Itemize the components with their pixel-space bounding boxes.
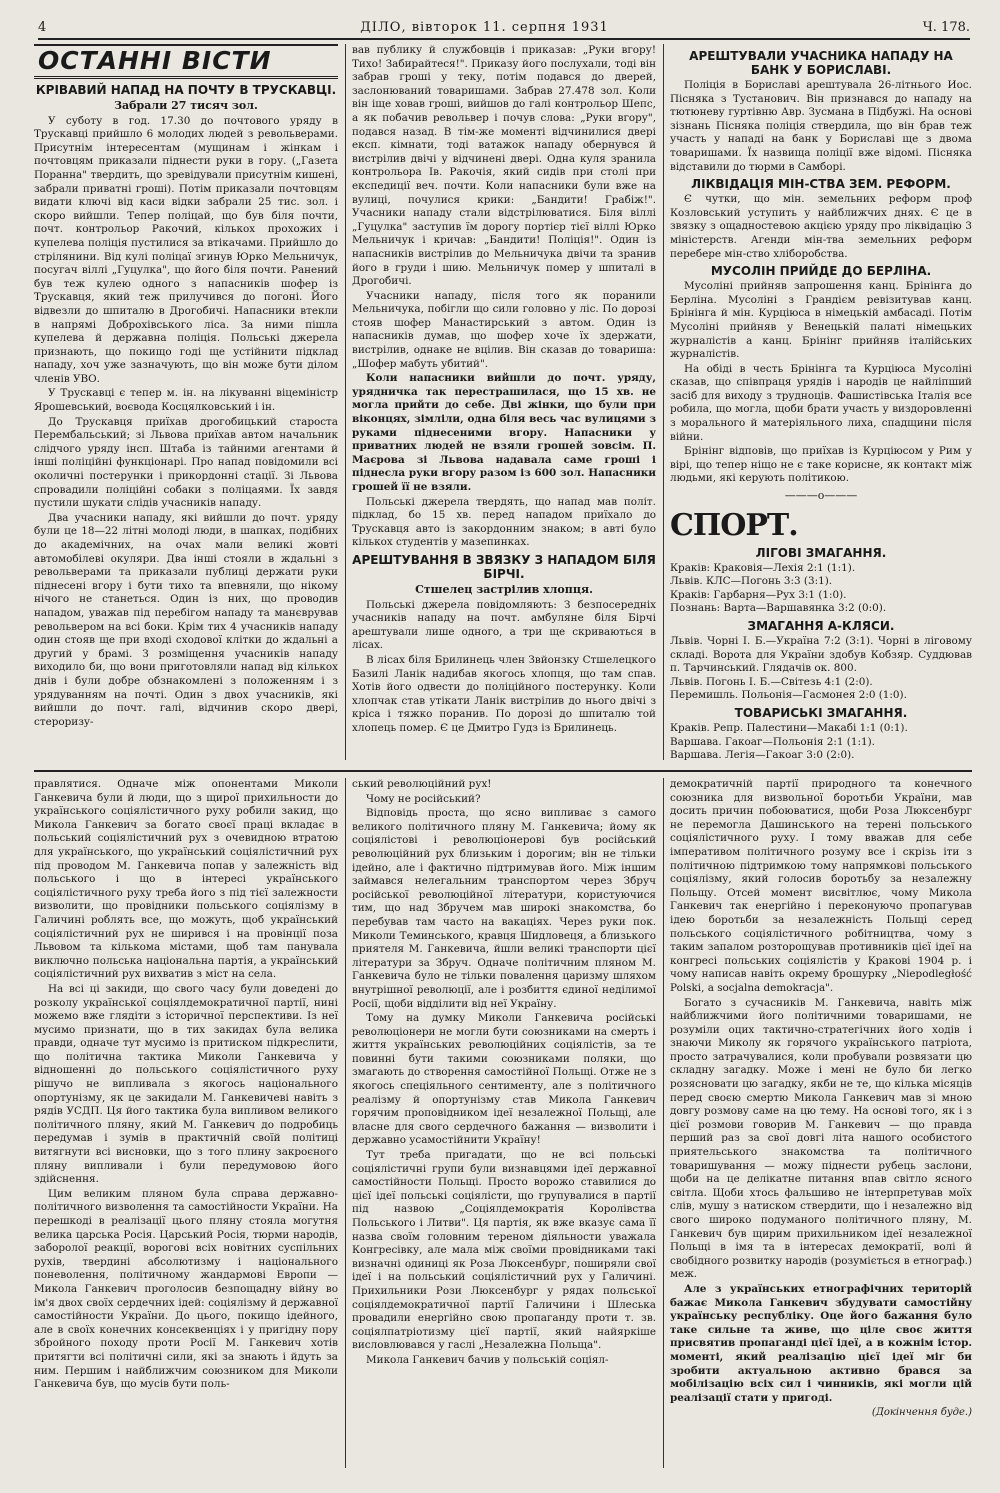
headline-birch: АРЕШТУВАННЯ В ЗВЯЗКУ З НАПАДОМ БІЛЯ БІРЧІ. bbox=[352, 552, 656, 581]
article-paragraph: У суботу в год. 17.30 до почтового уряду в Трускавці прийшло 6 молодих людей з револьверами. Присутнім інтересентам (мущинам і жінкам і почтовцям приказали піднести руки в гору. („Газета Поранна" твердить, що зревідували присутнім кишені, забрали приватні гроші). Потім приказали почтовцям видати ключі від каси відки забрали 25 тис. зол. і скоро вийшли. Тепер поліцай, що був біля почти, почт. контрольор Ракочий, кількох прохожих і купелева поліція пустилися за втікачами. Прийшло до стрілянини. Від кулі поліцаї згинув Юрко Мельничук, посугач віллі „Гуцулка", що його біля почти. Ранений був теж кулею одного з напасників шофер із Трускавця, який теж прилучився до погоні. Його відвезли до шпиталю в Дрогобичі. Напасники втекли в напрямі Доброхівського ліса. За ними пішла купелева й державна поліція. Польські джерела признають, що покищо годі ще устійнити підклад нападу, хоч уже зазначують, що він може бути ділом членів УВО. bbox=[34, 114, 338, 385]
article-paragraph: Микола Ганкевич бачив у польській соціял- bbox=[366, 1353, 609, 1366]
article-paragraph: демократичній партії природного та конечного союзника для визвольної боротьби України, мав досить причин побоюватися, щоби Роза Люксенбург не перемогла Дашинського на терені польського соціялістичного руху. І тому вважав для себе імперативом політичного розуму все і скрізь іти з політичною підтримкою тому напрямкові польського соціялізму, який голосив боротьбу за незалежну Польщу. Отсей момент висвітлює, чому Микола Ганкевич так енергійно і переконуючо пропагував ідею боротьби за незалежність Польщі серед польського соціялістичного робітництва, чому з таким запалом розторощував противників цієї ідеї на конгресі польських соціялістів у Кракові 1904 р. і чому написав навіть окрему брошурку „Niepodległość Polski, a socjalna demokracja". bbox=[670, 778, 972, 994]
article-paragraph: Брінінг відповів, що приїхав із Курціюсом у Рим у вірі, що тепер ніщо не є таке корисне, як контакт між людьми, які керують політикою. bbox=[670, 445, 972, 485]
article-paragraph: вав публику й службовців і приказав: „Руки вгору! Тихо! Забирайтеся!". Приказу його послухали, тоді він забрав гроші у теку, потім подався до дверей, заслонюваний товаришами. Забрав 27.478 зол. Коли він іще ховав гроші, вийшов до галі контрольор Шепс, а як побачив револьвер і почув слова: „Руки вгору", подався назад. В тім-же моменті відчинилися двері експ. кімнати, тоді ватажок нападу обернувся й вистрілив двічі у відчинені двері. Одна куля зранила контрольора Ів. Ракочія, який сидів при столі при експедиції веч. почти. Коли напасники були вже на вулиці, почулися крики: „Бандити! Грабіж!". Учасники нападу стали відстрілюватися. Біля віллі „Гуцулка" заступив їм дорогу портієр тієї віллі Юрко Мельничук і кричав: „Бандити! Поліція!". Один із напасників вистрілив до Мельничука двічи та зранив його в груди і шию. Мельничук помер у шпиталі в Дрогобичі. bbox=[352, 44, 656, 288]
article-paragraph: Поліція в Бориславі арештувала 26-літнього Иос. Пісняка з Тустанович. Він признався до нападу на тютюневу гуртівню Авр. Зусмана в Підбужі. На основі зізнань Пісняка поліція ствердила, що він брав теж участь у нападі на банк у Бориславі ще з двома товаришами. Їх назвища поліції вже відомі. Пісняка відставили до тюрми в Самборі. bbox=[670, 79, 972, 173]
subhead-truskavets: Забрали 27 тисяч зол. bbox=[114, 99, 258, 112]
article-paragraph: У Трускавці є тепер м. ін. на лікуванні віцеміністр Ярошевський, воєвода Косцялковський і ін. bbox=[34, 387, 338, 414]
column-rule bbox=[345, 778, 346, 1468]
score-line: Львів. КЛС—Погонь 3:3 (3:1). bbox=[670, 575, 833, 588]
score-line: Варшава. Гакоаг—Польонія 2:1 (1:1). bbox=[670, 735, 875, 748]
score-line: Перемишль. Польонія—Гасмонея 2:0 (1:0). bbox=[670, 689, 907, 702]
article-paragraph: Коли напасники вийшли до почт. уряду, урядничка так перестрашилася, що 15 хв. не могла прийти до себе. Дві жінки, що були при віконцях, зімліли, одна біля весь час вулицями з руками піднесеними вгору. Напасники у приватних людей не взяли грошей зовсім. П. Маєрова зі Львова надавала саме гроші і піднесла руки вгору разом із 600 зол. Напасники грошей її не взяли. bbox=[352, 372, 656, 493]
article-paragraph: Учасники нападу, після того як поранили Мельничука, побігли що сили головно у ліс. По дорозі стояв шофер Манастирський з автом. Один із напасників думав, що шофер хоче їх здержати, вистрілив, однаке не вцілив. Він сказав до товариша: „Шофер мабуть убитий". bbox=[352, 289, 656, 370]
section-divider bbox=[34, 770, 972, 772]
article-paragraph: ський революційний рух! bbox=[352, 778, 492, 790]
article-paragraph: Польські джерела твердять, що напад мав політ. підклад, бо 15 хв. перед нападом приїхало до Трускавця авто із закордонним знаком; в авті було кількох студентів у мазепинках. bbox=[352, 495, 656, 549]
feuilleton-column-1 bbox=[34, 778, 338, 1393]
article-paragraph: Польські джерела повідомляють: З безпосередніх учасників нападу на почт. амбуляне біля Бірчі арештували лише одного, а три ще скриваються в лісах. bbox=[352, 598, 656, 652]
headline-ministry: ЛІКВІДАЦІЯ МІН-СТВА ЗЕМ. РЕФОРМ. bbox=[691, 177, 951, 192]
article-paragraph: Два учасники нападу, які вийшли до почт. уряду були це 18—22 літні молоді люди, в шапках, подібних до академічних, на очах мали великі жовті автомобілеві окуляри. Два інші стояли в ждальні з револьверами та приказали публиці держати руки піднесені вгору і бути тихо та впевняли, що нікому нічого не станеться. Один із них, що проводив нападом, уважав під перебігом нападу та манєврував револьвером на всі боки. Крім тих 4 учасників нападу один стояв ще при вході сходової клітки до ждальні а другий у брамі. З розміщення учасників нападу виходило би, що вони приготовляли напад від кількох днів і були добре обзнакомлені з положенням і з урядуванням на почті. Один з двох учасників, які вийшли до почт. галі, відчинив скоро двері, стероризу- bbox=[34, 511, 338, 728]
sport-title: СПОРТ. bbox=[670, 507, 798, 543]
to-be-continued: (Докінчення буде.) bbox=[871, 1407, 972, 1419]
article-paragraph: Тут треба пригадати, що не всі польські соціялістичні групи були визнавцями ідеї державної самостійности Польщі. Просто ворожо ставилися до цієї ідеї польські соціялісти, що групувалися в партії під назвою „Соціялдемократія Королівства Польського і Литви". Ця партія, як вже вказує сама її назва своїм головним тереном діяльности уважала Конгресівку, але мала між своїми провідниками такі визначні одиниці як Роза Люксенбург, поширяли свої ідеї і на польський соціялістичний рух у Галичині. Прихильники Рози Люксенбург у рядах польської соціялдемократичної партії Галичини і Шлеська провадили енергійно свою пропаганду проти т. зв. соціялпатріотизму цієї партії, який найяркіше висловлювався у гаслі „Незалежна Польща". bbox=[352, 1149, 656, 1352]
score-line: Львів. Чорні І. Б.—Україна 7:2 (3:1). Чорні в ліговому складі. Ворота для України здобув Кобзяр. Суддював п. Тарчинський. Глядачів ок. 800. bbox=[670, 635, 972, 675]
article-paragraph: Тому на думку Миколи Ганкевича російські революціонери не могли бути союзниками на смерть і життя українських революційних соціялістів, за те повинні бути такими союзниками поляки, що змагають до створення самостійної Польщі. Отже не з якогось спеціяльного сентименту, але з політичного реалізму й опортунізму став Микола Ганкевич горячим проповідником ідеї незалежної Польщі, але власне для свого сердечного бажання — визволити і державно усамостійнити Україну! bbox=[352, 1012, 656, 1147]
masthead-line: ДІЛО, вівторок 11. серпня 1931 bbox=[360, 19, 609, 35]
subhead-birch: Стшелец застрілив хлопця. bbox=[415, 582, 593, 596]
headline-boryslav: АРЕШТУВАЛИ УЧАСНИКА НАПАДУ НА БАНК У БОРИСЛАВІ. bbox=[689, 49, 953, 77]
page-number: 4 bbox=[38, 19, 47, 35]
headline-truskavets: КРІВАВИЙ НАПАД НА ПОЧТУ В ТРУСКАВЦІ. bbox=[35, 83, 337, 97]
a-class-heading: ЗМАГАННЯ А-КЛЯСИ. bbox=[747, 619, 895, 633]
article-paragraph: Богато з сучасників М. Ганкевича, навіть між найближчими його політичними товаришами, не розуміли оцих тактично-стратегічних його ходів і знаючи Миколу як горячого українського патріота, просто затрачувалися, коли пробували розвязати цю складну загадку. Може і мені не було би легко розясновати цю загадку, якби не те, що кілька місяців перед своєю смертю Микола Ганкевич мав зі мною довгу розмову саме на цю тему. На основі того, як і з цієї розмови говорив М. Ганкевич — що правда перший раз за свої довгі літа нашого особистого приятельського знакомства та політичного товаришування — можу піднести рубець заслони, щоби на це делікатне питання впав світло ясного світла. Щоби хтось фальшиво не інтерпретував моїх слів, мушу з натиском ствердити, що і незалежно від свого широко подуманого політичного пляну, М. Ганкевич був щирим прихильником ідеї незалежної Польщі в імя та в інтересах демократії, волі й свобідного розвитку народів (розуміється в етнограф.) меж. bbox=[670, 996, 972, 1281]
rubric-title: ОСТАННІ ВІСТИ bbox=[34, 44, 338, 79]
score-line: Варшава. Легія—Гакоаг 3:0 (2:0). bbox=[670, 749, 855, 762]
league-heading: ЛІГОВІ ЗМАГАННЯ. bbox=[755, 545, 887, 560]
column-news-sport bbox=[670, 46, 972, 763]
column-continued bbox=[352, 44, 656, 737]
article-paragraph: Чому не російський? bbox=[366, 792, 481, 805]
score-line: Краків. Репр. Палестини—Макабі 1:1 (0:1). bbox=[670, 721, 908, 734]
article-paragraph: Відповідь проста, що ясно випливає з самого великого політичного пляну М. Ганкевича; йому як соціялістові і революціонерові був російський революційний рух близьким і дорогим; він не тільки ідейно, але і фактично підтримував його. Між іншим займався нелегальним транспортом через Збруч російської революційної літератури, користуючися тим, що над Збручем мав широкі знакомства, бо перебував там часто на вакаціях. Через руки пок. Миколи Теминського, кравця Шидловеця, а близького приятеля М. Ганкевича, йшли великі транспорти цієї літератури за Збруч. Одначе політичним пляном М. Ганкевича було не тільки повалення царизму шляхом внутрішної революції, але і розбиття єдиної неділимої Росії, щоби відділити від неї Україну. bbox=[352, 807, 656, 1010]
headline-mussolini: МУСОЛІН ПРИЙДЕ ДО БЕРЛІНА. bbox=[710, 264, 932, 279]
article-paragraph: Але з українських етнографічних територій бажає Микола Ганкевич збудувати самостійну українську республіку. Оце його бажання було таке сильне та живе, що ціле своє життя присвятив пропаганді цієї ідеї, а в кожнім істор. моменті, який реалізацію цієї ідеї міг би зробити актуальною активно брався за мобілізацію всіх сил і чинників, які могли цій реалізації стати у пригоді. bbox=[670, 1282, 972, 1404]
score-line: Львів. Погонь І. Б.—Світезь 4:1 (2:0). bbox=[670, 675, 873, 688]
column-rule bbox=[663, 44, 664, 760]
score-line: Краків: Краковія—Лехія 2:1 (1:1). bbox=[670, 561, 856, 574]
article-paragraph: На обіді в честь Брінінга та Курціюса Мусоліні сказав, що співпраця урядів і народів це найліпший засіб для виходу з трудноців. Фашистівська Італія все робила, що могла, щоби брати участь у виздоровленні з морального й матеріяльного лиха, спадщини після війни. bbox=[670, 362, 972, 443]
friendly-heading: ТОВАРИСЬКІ ЗМАГАННЯ. bbox=[734, 705, 908, 720]
column-rule bbox=[663, 778, 664, 1468]
separator-ornament: ———o——— bbox=[784, 489, 858, 503]
article-paragraph: Є чутки, що мін. земельних реформ проф Козловський уступить у найближчих днях. Є це в звязку з ощадностевою акцією уряду про ліквідацію 3 міністерств. Агенди мін-тва земельних реформ перебере мін-ство хліборобства. bbox=[670, 193, 972, 260]
feuilleton-column-3 bbox=[670, 778, 972, 1420]
article-paragraph: Мусоліні прийняв запрошення канц. Брінінга до Берліна. Мусоліні з Грандієм ревізитував канц. Брінінга й мін. Курціюса в німецькій амбасаді. Потім Мусоліні прийняв у Венецькій палаті німецьких журналістів а канц. Брінінг прийняв італійських журналістів. bbox=[670, 280, 972, 361]
feuilleton-column-2 bbox=[352, 778, 656, 1369]
article-paragraph: На всі ці закиди, що свого часу були доведені до розколу української соціялдемократичної партії, нині можемо вже глядіти з історичної перспективи. Із неї мусимо признати, що в тих закидах була велика правди, одначе тут мусимо із притиском підкреслити, що політична тактика Миколи Ганкевича у відношенні до польського соціялістичного руху рішучо не випливала з якогось національного опортунізму, як це закидали М. Ганкевичеві навіть з рядів УСДП. Ця його тактика була випливом великого політичного пляну, який М. Ганкевич до подробиць передумав і зумів в практичній своїй політиці витягнути всі висновки, що з того плину закроєного пляну випливали і були передумовою його здійснення. bbox=[34, 982, 338, 1186]
score-line: Краків: Гарбарня—Рух 3:1 (1:0). bbox=[670, 588, 847, 601]
article-paragraph: До Трускавця приїхав дрогобицький староста Перембальський; зі Львова приїхав автом начальник слідчого уряду інсп. Штаба із тайними агентами й іншi поліційні функціонарі. Про напад повідомили всі околичні постерунки і прикордонні стації. Зі Львова спровадили поліційні собаки з поліцаями. Їх завдя пустили шукати слідів учасників нападу. bbox=[34, 415, 338, 510]
page-header bbox=[38, 16, 970, 40]
article-paragraph: Цим великим пляном була справа державно-політичного визволення та самостійности України. На перешкоді в реалізації цього пляну стояла могутня велика царська Росія. Царський Росія, тюрми народів, заборолої реакції, ворогові всіх новітних суспільних рухів, твердині абсолютизму і національного поневолення, політичному жандармові Европи — Микола Ганкевич проголосив безпощадну війну во ім'я двох своїх сердечних ідей: соціялізму й державної самостійности України. До цього, покищо ідейного, але в своїх конечних консеквенціях і у пригідну пору збройного походу проти Росії М. Ганкевич хотів притягти всі політичні сили, які за знають і йдуть за ним. Першим і найближчим союзником для Миколи Ганкевича був, що мусів бути поль- bbox=[34, 1187, 338, 1391]
score-line: Познань: Варта—Варшавянка 3:2 (0:0). bbox=[670, 602, 887, 615]
article-paragraph: В лісах біля Брилинець член Звйонзку Стшелецкого Базилі Ланік надибав якогось хлопця, що там спав. Хотів його одвести до поліційного постерунку. Коли хлопчак став утікати Ланік вистрілив до нього двічі з кріса і тяжко поранив. По дорозі до шпиталю той хлопець помер. Є це Дмитро Гудз із Брилинець. bbox=[352, 653, 656, 734]
article-paragraph: правлятися. Одначе між опонентами Миколи Ганкевича були й люди, що з щирої прихильности до українського соціялістичного руху робили закид, що Микола Ганкевич за богато своєї праці вкладає в польський соціялістичний рух з очевидною втратою для українського, що український соціялістичний рух під проводом М. Ганкевича попав у залежність від польського і що в інтересі українського соціялістичного руху треба його з під тієї залежности визволити, що провідники польського соціялізму в Галичині роблять все, що можуть, щоб український соціялістичний рух не ширився і на провінції поза Львовом та кількома містами, щоб там панувала виключно польська національна партія, а український соціялістичний рух вихватив з міст на села. bbox=[34, 778, 338, 981]
issue-number: Ч. 178. bbox=[922, 19, 970, 35]
column-rule bbox=[345, 44, 346, 760]
column-latest-news bbox=[34, 44, 338, 730]
